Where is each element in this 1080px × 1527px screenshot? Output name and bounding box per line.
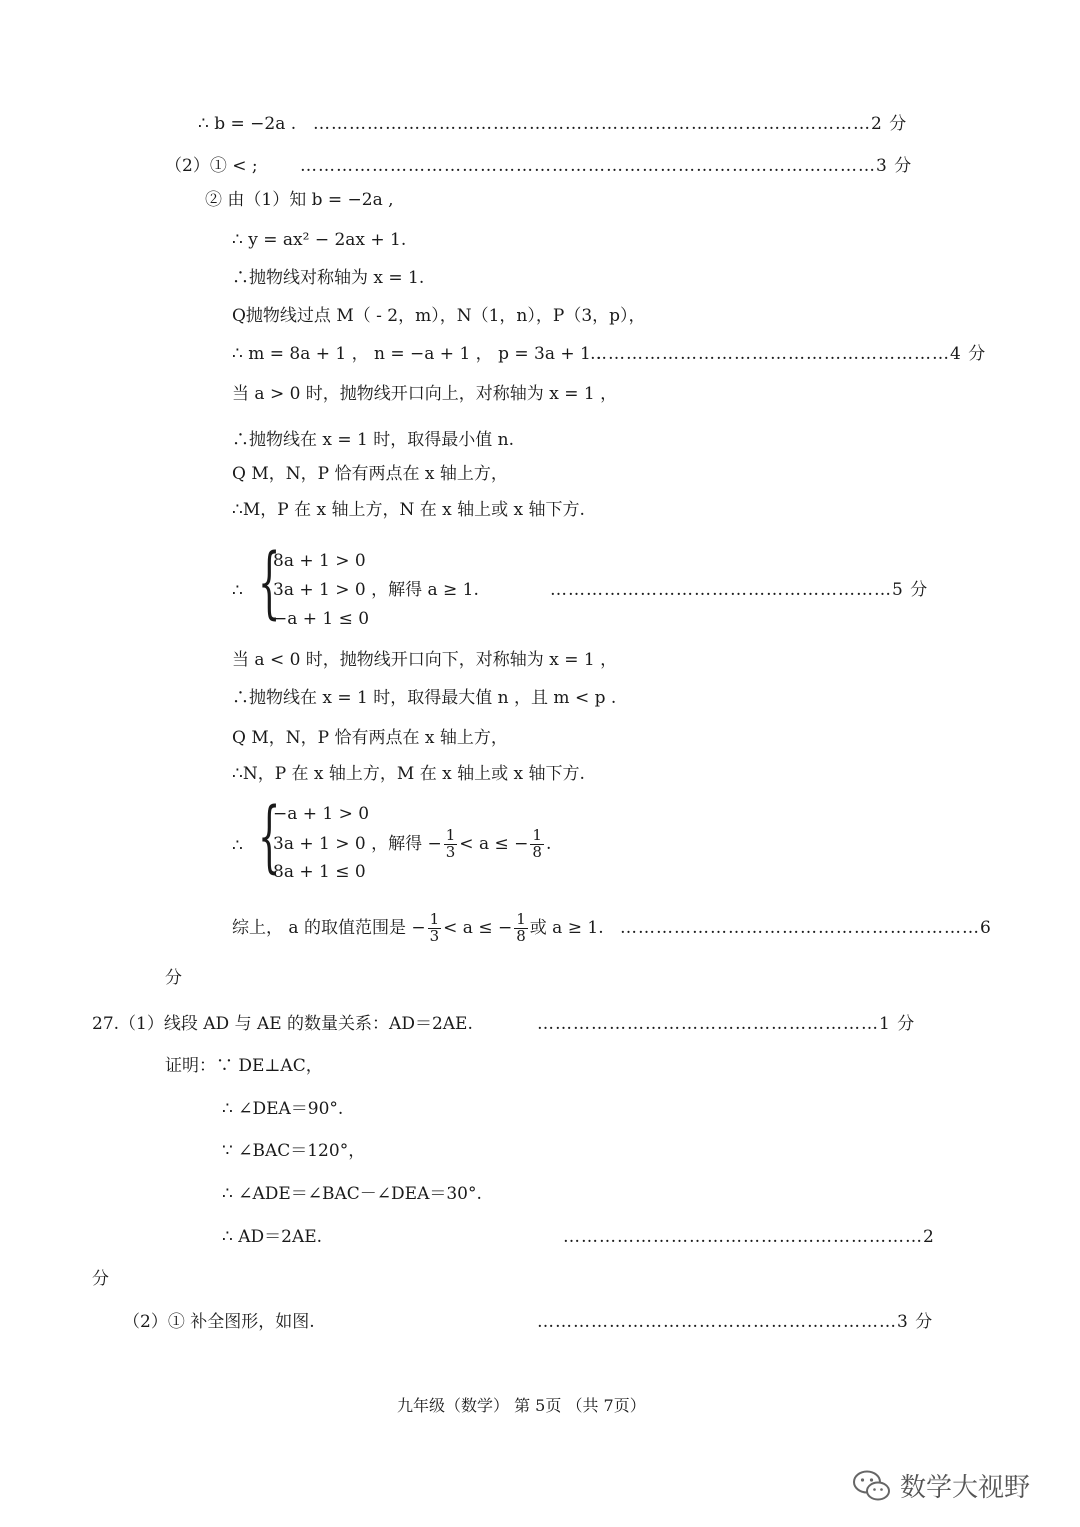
- part2-step2: ② 由（1）知 b = −2a ,: [205, 190, 394, 210]
- proof-angle-dea: ∴ ∠DEA＝90°.: [222, 1099, 344, 1119]
- score-dots-1: …………………………………………………1 分: [537, 1014, 916, 1034]
- sys1-row2: 3a + 1 > 0 ，解得 a ≥ 1.: [273, 580, 479, 600]
- page-footer: 九年级（数学） 第 5页 （共 7页）: [397, 1396, 646, 1415]
- equation-y: ∴ y = ax² − 2ax + 1.: [232, 230, 407, 250]
- sys2-row2-text: 3a + 1 > 0 ，解得 −: [273, 833, 442, 854]
- frac-den: 8: [516, 926, 526, 945]
- min-value: ∴抛物线在 x = 1 时，取得最小值 n.: [232, 430, 515, 450]
- frac-den: 8: [532, 842, 542, 861]
- proof-conclusion: ∴ AD＝2AE.: [222, 1227, 323, 1247]
- part2-answer1: （2）① < ;: [165, 156, 258, 176]
- frac-num: 1: [429, 909, 440, 928]
- sys2-row3: 8a + 1 ≤ 0: [273, 862, 366, 882]
- fraction-one-eighth: [530, 825, 544, 861]
- conclusion-pre: 综上， a 的取值范围是 −: [232, 917, 426, 938]
- case-a-positive: 当 a > 0 时，抛物线开口向上，对称轴为 x = 1 ，: [232, 384, 618, 404]
- proof-angle-ade: ∴ ∠ADE＝∠BAC－∠DEA＝30°.: [222, 1184, 482, 1204]
- fraction-one-eighth: [514, 909, 528, 945]
- frac-num: 1: [532, 825, 542, 844]
- therefore-sys1: ∴: [232, 581, 243, 601]
- points-given: Q抛物线过点 M（ - 2，m），N（1，n），P（3，p），: [232, 306, 646, 326]
- therefore-sys2: ∴: [232, 836, 243, 856]
- conclusion-post: 或 a ≥ 1.: [529, 917, 604, 938]
- score-dots-5: …………………………………………………5 分: [550, 580, 929, 600]
- score-unit-6: 分: [165, 968, 182, 988]
- score-dots-6: ……………………………………………………6: [620, 918, 992, 938]
- proof-start: 证明：∵ DE⊥AC，: [165, 1056, 323, 1076]
- fraction-one-third: [444, 825, 458, 861]
- watermark-text: 数学大视野: [900, 1473, 1031, 1503]
- sys1-row1: 8a + 1 > 0: [273, 551, 366, 571]
- brace-sys1: {: [258, 538, 281, 628]
- max-value: ∴抛物线在 x = 1 时，取得最大值 n ，且 m < p .: [232, 688, 617, 708]
- wechat-icon: [852, 1469, 892, 1503]
- score-dots-3b: ……………………………………………………3 分: [537, 1312, 934, 1332]
- two-points-above-2: Q M，N，P 恰有两点在 x 轴上方，: [232, 728, 508, 748]
- np-above: ∴N，P 在 x 轴上方，M 在 x 轴上或 x 轴下方.: [232, 764, 585, 784]
- score-dots-2: …………………………………………………………………………………2 分: [313, 114, 908, 134]
- sys2-row2-mid: < a ≤ −: [459, 833, 529, 854]
- mnp-values: ∴ m = 8a + 1 ， n = −a + 1 ， p = 3a + 1 .: [232, 344, 602, 364]
- two-points-above-1: Q M，N，P 恰有两点在 x 轴上方，: [232, 464, 508, 484]
- frac-num: 1: [516, 909, 526, 928]
- sys1-row3: −a + 1 ≤ 0: [273, 609, 370, 629]
- brace-sys2: {: [258, 792, 281, 882]
- sys2-row2: [273, 823, 551, 865]
- frac-num: 1: [445, 825, 456, 844]
- problem27-part1: 27.（1）线段 AD 与 AE 的数量关系：AD＝2AE.: [92, 1014, 473, 1034]
- proof-angle-bac: ∵ ∠BAC＝120°，: [222, 1141, 366, 1161]
- sys2-row1: −a + 1 > 0: [273, 804, 370, 824]
- fraction-one-third: [428, 909, 442, 945]
- score-dots-2b: ……………………………………………………2: [563, 1227, 935, 1247]
- frac-den: 3: [429, 926, 440, 945]
- mp-above: ∴M，P 在 x 轴上方，N 在 x 轴上或 x 轴下方.: [232, 500, 585, 520]
- frac-den: 3: [445, 842, 456, 861]
- conclusion-range: [232, 906, 604, 950]
- score-dots-3: ……………………………………………………………………………………3 分: [300, 156, 913, 176]
- conclusion-mid: < a ≤ −: [443, 917, 513, 938]
- symmetry-axis: ∴抛物线对称轴为 x = 1.: [232, 268, 425, 288]
- score-dots-4: ……………………………………………………4 分: [590, 344, 987, 364]
- case-a-negative: 当 a < 0 时，抛物线开口向下，对称轴为 x = 1 ，: [232, 650, 618, 670]
- step-b-equals: ∴ b = −2a .: [198, 114, 297, 134]
- watermark: [852, 1467, 1030, 1504]
- score-unit-2: 分: [92, 1269, 109, 1289]
- sys2-row2-end: .: [545, 833, 552, 854]
- problem27-part2: （2）① 补全图形，如图.: [123, 1312, 315, 1332]
